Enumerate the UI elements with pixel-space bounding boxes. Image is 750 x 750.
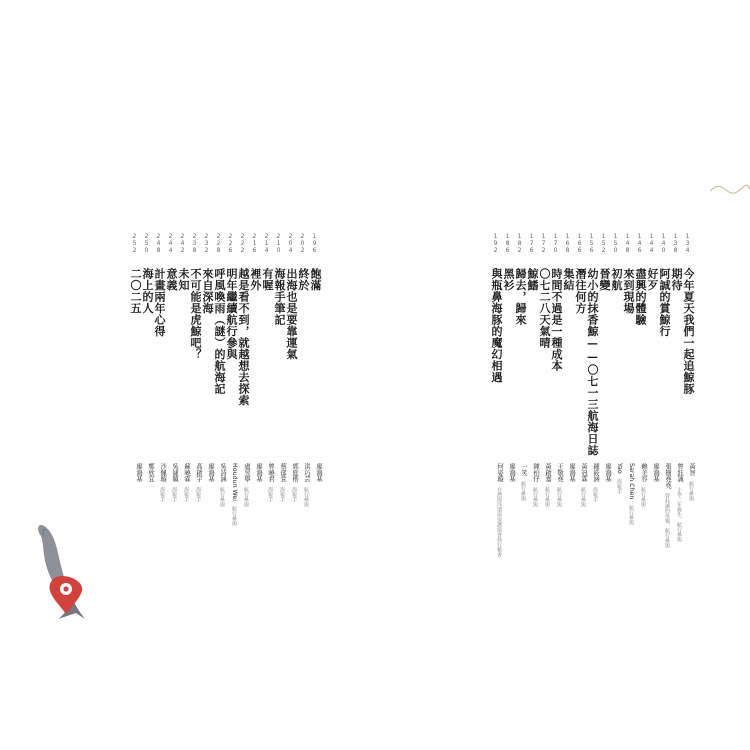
toc-page-number: 150: [612, 233, 619, 254]
toc-page-number: 134: [684, 233, 691, 254]
author-name: 何姿璇: [496, 463, 503, 482]
toc-page-number: 226: [227, 233, 234, 254]
toc-title[interactable]: 好歹: [646, 268, 659, 291]
toc-title[interactable]: 意義: [165, 268, 178, 291]
author-name: 廖鴻基: [207, 463, 214, 482]
toc-page-number: 238: [191, 233, 198, 254]
author-name: 廖鴻基: [652, 463, 659, 482]
toc-page-number: 210: [275, 233, 282, 254]
toc-page-number: 182: [516, 233, 523, 254]
author-name: 張簡堯堯: [664, 463, 671, 489]
author-name: 賴美容: [640, 463, 647, 482]
author-name: 一笑: [520, 463, 527, 476]
toc-title[interactable]: 海報手筆記: [273, 268, 286, 326]
toc-page-number: 204: [287, 233, 294, 254]
toc-page-number: 250: [143, 233, 150, 254]
author-name: 廖鴻基: [568, 463, 575, 482]
author-role: 海報手: [592, 486, 598, 502]
author-role: 海報手: [291, 486, 297, 502]
toc-page-number: 244: [167, 233, 174, 254]
author-name: 黃啟嘉: [544, 463, 551, 482]
toc-title[interactable]: 盡興的體驗: [634, 268, 647, 326]
toc-title[interactable]: 來到現場: [622, 268, 635, 314]
author-role: 航行參與: [544, 486, 550, 507]
author-role: 海報手: [171, 486, 177, 502]
author-name: 高啟宇: [195, 463, 202, 482]
author-role: 海報手: [159, 486, 165, 502]
toc-page-number: 172: [540, 233, 547, 254]
author-role: 海報手: [183, 486, 189, 502]
author-name: 郭庭楷: [291, 463, 298, 482]
author-name: 廖鴻基: [135, 463, 142, 482]
toc-title[interactable]: 呼風喚雨（謎）的航海記: [213, 268, 226, 395]
author-role: 海報手: [267, 486, 273, 502]
author-name: 曾曉君: [267, 463, 274, 482]
toc-title[interactable]: 鯨鰭: [526, 268, 539, 291]
toc-page-number: 192: [492, 233, 499, 254]
author-role: 曾鈺誠的母親，航行參與: [664, 493, 670, 549]
author-role: 航行參與: [556, 486, 562, 507]
toc-title[interactable]: 明年繼續航行參與: [225, 268, 238, 360]
author-name: 洪巧芸: [303, 463, 310, 482]
toc-author: [127, 463, 141, 482]
author-name: 吳婕穎: [171, 463, 178, 482]
author-name: 鍾筱涵: [592, 463, 599, 482]
whale-tail-location-pin-icon: [30, 518, 102, 623]
toc-title[interactable]: 出海也是要靠運氣: [285, 268, 298, 360]
author-name: 廖鴻基: [508, 463, 515, 482]
toc-author: [488, 463, 502, 557]
toc-page-number: 144: [648, 233, 655, 254]
toc-page-number: 152: [600, 233, 607, 254]
author-name: 沙佩璇: [159, 463, 166, 482]
author-name: 鄭欣宜: [147, 463, 154, 482]
toc-title[interactable]: 越是看不到，就越想去探索: [237, 268, 250, 406]
author-role: 小學三年級生，航行參與: [676, 486, 682, 542]
toc-title[interactable]: 與瓶鼻海豚的魔幻相遇: [490, 268, 503, 383]
toc-page-number: 140: [660, 233, 667, 254]
author-role: 航行參與: [532, 486, 538, 507]
toc-title[interactable]: 期待: [670, 268, 683, 291]
toc-page-number: 222: [239, 233, 246, 254]
author-role: 航行參與: [628, 504, 634, 525]
toc-title[interactable]: 晉變: [598, 268, 611, 291]
toc-title[interactable]: 裡外: [249, 268, 262, 291]
toc-page-number: 216: [251, 233, 258, 254]
wave-divider-icon: [710, 182, 750, 196]
author-name: 吳詩涵: [219, 463, 226, 482]
author-role: 航行參與: [243, 486, 249, 507]
toc-title[interactable]: 歸去，歸來: [514, 268, 527, 326]
toc-title[interactable]: 集結: [562, 268, 575, 291]
author-role: 航行參與: [640, 486, 646, 507]
toc-page-number: 170: [552, 233, 559, 254]
toc-page-number: 168: [564, 233, 571, 254]
author-role: 航行參與: [219, 486, 225, 507]
toc-title[interactable]: 時間不過是一種成本: [550, 268, 563, 372]
toc-page-number: 228: [215, 233, 222, 254]
toc-title[interactable]: 潛往何方: [574, 268, 587, 314]
toc-page-number: 196: [311, 233, 318, 254]
toc-title[interactable]: 初航: [610, 268, 623, 291]
author-name: 王敬堯: [556, 463, 563, 482]
toc-title[interactable]: 海上的人: [141, 268, 154, 314]
toc-title[interactable]: 今年夏天我們一起追鯨豚: [682, 268, 695, 395]
toc-title[interactable]: 阿誠的賞鯨行: [658, 268, 671, 337]
toc-page-number: 252: [131, 233, 138, 254]
author-role: 航行參與: [231, 506, 237, 527]
author-name: Houdun Wei: [231, 463, 238, 502]
author-name: 廖鴻基: [315, 463, 322, 482]
toc-title[interactable]: 未知: [177, 268, 190, 291]
toc-title[interactable]: 〇七二八天氣晴: [538, 268, 551, 349]
author-role: 航行參與: [303, 486, 309, 507]
toc-title[interactable]: 有喔: [261, 268, 274, 291]
author-name: Sarah Chen: [628, 463, 635, 500]
author-role: 海報手: [195, 486, 201, 502]
toc-page-number: 232: [203, 233, 210, 254]
author-name: Yao: [616, 463, 623, 474]
toc-page-number: 156: [588, 233, 595, 254]
author-name: 廖鴻基: [604, 463, 611, 482]
author-role: 海報手: [616, 478, 622, 494]
toc-title[interactable]: 終於: [297, 268, 310, 291]
toc-page-number: 202: [299, 233, 306, 254]
toc-page-number: 166: [576, 233, 583, 254]
toc-title[interactable]: 來自深海: [201, 268, 214, 314]
author-role: 海報手: [279, 486, 285, 502]
toc-page-number: 148: [624, 233, 631, 254]
toc-title[interactable]: 計畫兩年心得: [153, 268, 166, 337]
toc-page-number: 214: [263, 233, 270, 254]
author-name: 陳柏仔: [532, 463, 539, 482]
toc-title[interactable]: 二〇二五: [129, 268, 142, 314]
author-name: 黃智: [688, 463, 695, 476]
toc-title[interactable]: 不可能是虎鯨吧？: [189, 268, 202, 360]
toc-page-number: 186: [504, 233, 511, 254]
toc-title[interactable]: 幼小的抹香鯨——〇七一三航海日誌: [586, 268, 599, 456]
author-role: 航行參與: [520, 480, 526, 501]
author-name: 黃冠霖: [580, 463, 587, 482]
author-name: 蔡郁萱: [279, 463, 286, 482]
toc-page-number: 248: [155, 233, 162, 254]
author-role: 航行參與: [580, 486, 586, 507]
toc-title[interactable]: 黑衫: [502, 268, 515, 291]
toc-page-number: 138: [672, 233, 679, 254]
author-role: 台灣海洋環境保護協會執行秘書: [496, 486, 502, 557]
author-name: 曾鈺誠: [676, 463, 683, 482]
author-name: 盧昱寧: [243, 463, 250, 482]
toc-title[interactable]: 飽滿: [309, 268, 322, 291]
author-role: 航行參與: [688, 480, 694, 501]
author-name: 蘇曉霖: [183, 463, 190, 482]
toc-page-number: 242: [179, 233, 186, 254]
author-name: 廖鴻基: [255, 463, 262, 482]
toc-page-number: 146: [636, 233, 643, 254]
toc-page-number: 176: [528, 233, 535, 254]
